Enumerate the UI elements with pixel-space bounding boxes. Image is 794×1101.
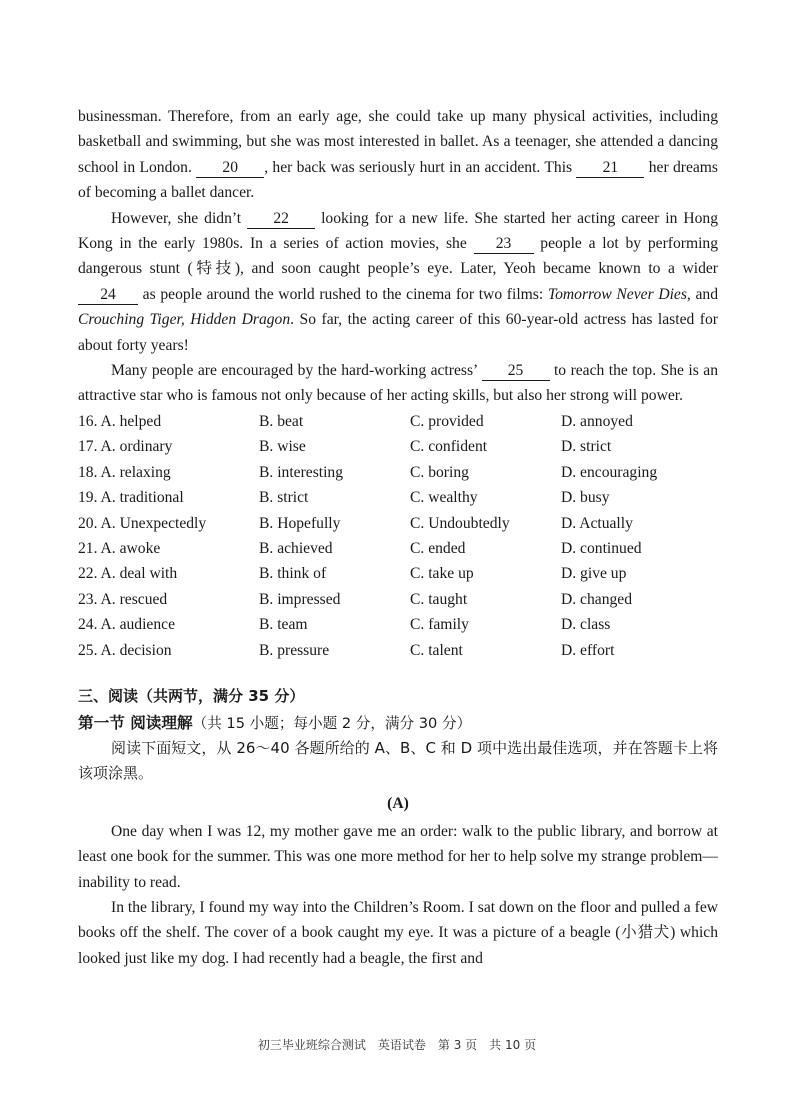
reading-instruction: 阅读下面短文，从 26～40 各题所给的 A、B、C 和 D 项中选出最佳选项，并在答题卡上将该项涂黑。 <box>78 738 718 783</box>
option-d: D. strict <box>561 438 612 456</box>
option-a: 18. A. relaxing <box>78 463 171 481</box>
option-c: C. take up <box>410 565 474 583</box>
subsection-heading <box>78 711 718 736</box>
cloze-blank-21: 21 <box>576 159 644 178</box>
cloze-text: businessman. Therefore, from an early age, she could take up many physical activities, including basketball and swimming, but she was most interested in ballet. As a teenager, she attended a dancing school in London. <box>78 108 718 176</box>
subsection-heading-note: （共 15 小题；每小题 2 分，满分 30 分） <box>192 714 472 732</box>
option-d: D. Actually <box>561 514 633 532</box>
option-c: C. wealthy <box>410 489 478 507</box>
option-c: C. talent <box>410 641 463 659</box>
reading-paragraph-1: One day when I was 12, my mother gave me an order: walk to the public library, and borrow at least one book for the summer. This was one more method for her to help solve my strange problem—inability to read. <box>78 822 718 891</box>
cloze-paragraph-3 <box>78 358 718 409</box>
film-title: Crouching Tiger, Hidden Dragon <box>78 311 291 329</box>
option-a: 22. A. deal with <box>78 565 178 583</box>
option-d: D. annoyed <box>561 412 633 430</box>
option-row <box>78 485 718 510</box>
option-b: B. pressure <box>259 641 330 659</box>
section-heading: 三、阅读（共两节，满分 35 分） <box>78 686 305 705</box>
option-b: B. beat <box>259 412 304 430</box>
option-row <box>78 536 718 561</box>
option-row <box>78 434 718 459</box>
option-c: C. confident <box>410 438 488 456</box>
cloze-blank-24: 24 <box>78 286 138 305</box>
options-list <box>78 409 718 663</box>
cloze-text: . So far, the acting career of this 60-year-old actress has lasted for about forty years! <box>78 311 718 354</box>
cloze-text: However, she didn’t <box>111 209 248 227</box>
option-c: C. Undoubtedly <box>410 514 510 532</box>
option-row <box>78 638 718 663</box>
option-c: C. boring <box>410 463 469 481</box>
option-a: 20. A. Unexpectedly <box>78 514 207 532</box>
option-d: D. effort <box>561 641 615 659</box>
option-c: C. family <box>410 616 469 634</box>
option-a: 21. A. awoke <box>78 539 161 557</box>
option-b: B. Hopefully <box>259 514 341 532</box>
cloze-text: , her back was seriously hurt in an accident. This <box>264 158 577 176</box>
cloze-text: to reach the top. She is an attractive star who is famous not only because of her acting skills, but also her strong will power. <box>78 362 719 405</box>
option-a: 17. A. ordinary <box>78 438 173 456</box>
option-a: 16. A. helped <box>78 412 162 430</box>
cloze-text: looking for a new life. She started her acting career in Hong Kong in the early 1980s. In a series of action movies, she <box>78 209 719 253</box>
option-b: B. strict <box>259 489 309 507</box>
option-d: D. encouraging <box>561 463 658 481</box>
option-b: B. achieved <box>259 539 333 557</box>
option-row <box>78 409 718 434</box>
option-row <box>78 460 718 485</box>
option-d: D. busy <box>561 489 610 507</box>
cloze-blank-22: 22 <box>247 210 315 229</box>
cloze-text: , and <box>686 285 718 303</box>
cloze-text: people a lot by performing dangerous stunt (特技), and soon caught people’s eye. Later, Yeoh became known to a wider <box>78 235 719 278</box>
option-d: D. give up <box>561 565 627 583</box>
option-c: C. provided <box>410 412 484 430</box>
option-b: B. think of <box>259 565 327 583</box>
exam-page <box>78 104 718 971</box>
cloze-text: Many people are encouraged by the hard-working actress’ <box>111 362 482 380</box>
option-a: 23. A. rescued <box>78 590 168 608</box>
option-b: B. interesting <box>259 463 344 481</box>
option-row <box>78 561 718 586</box>
cloze-blank-25: 25 <box>482 362 550 381</box>
option-row <box>78 587 718 612</box>
option-a: 19. A. traditional <box>78 489 184 507</box>
option-d: D. class <box>561 616 611 634</box>
option-row <box>78 511 718 536</box>
cloze-blank-23: 23 <box>474 235 534 254</box>
option-d: D. continued <box>561 539 642 557</box>
passage-label: (A) <box>387 794 409 812</box>
cloze-paragraph-2 <box>78 206 718 358</box>
option-b: B. team <box>259 616 308 634</box>
option-row <box>78 612 718 637</box>
option-b: B. impressed <box>259 590 341 608</box>
option-c: C. taught <box>410 590 468 608</box>
option-a: 25. A. decision <box>78 641 172 659</box>
page-footer: 初三毕业班综合测试 英语试卷 第 3 页 共 10 页 <box>257 1038 537 1052</box>
film-title: Tomorrow Never Dies <box>547 285 687 303</box>
reading-paragraph-2: In the library, I found my way into the Children’s Room. I sat down on the floor and pulled a few books off the shelf. The cover of a book caught my eye. It was a picture of a beagle (小猎犬) which looked just like my dog. I had recently had a beagle, the first and <box>78 898 718 967</box>
cloze-text: her dreams of becoming a ballet dancer. <box>78 158 718 202</box>
cloze-text: as people around the world rushed to the cinema for two films: <box>138 285 548 303</box>
option-b: B. wise <box>259 438 306 456</box>
cloze-paragraph-1 <box>78 104 718 206</box>
option-a: 24. A. audience <box>78 616 175 634</box>
option-c: C. ended <box>410 539 466 557</box>
cloze-blank-20: 20 <box>196 159 264 178</box>
subsection-heading-bold: 第一节 阅读理解 <box>78 713 193 732</box>
option-d: D. changed <box>561 590 633 608</box>
